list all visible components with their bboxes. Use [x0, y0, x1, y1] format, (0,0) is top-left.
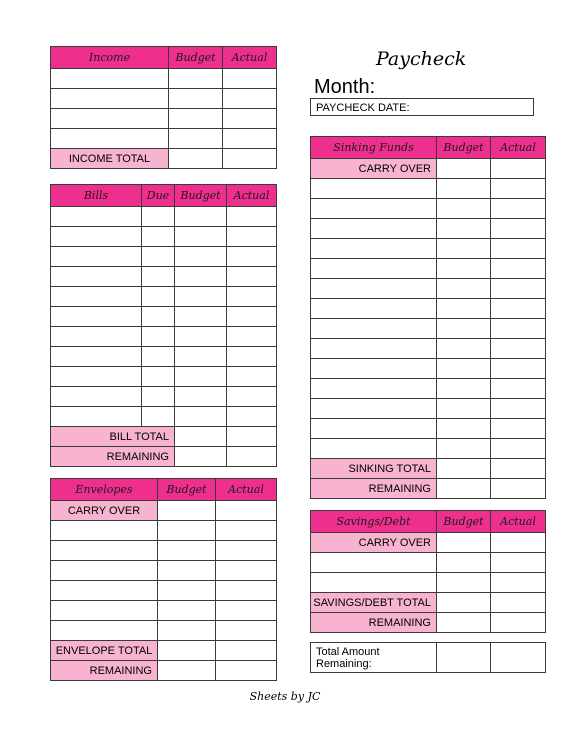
savings-actual-header: Actual [491, 511, 546, 533]
bills-table [50, 184, 277, 467]
bill-total-label: BILL TOTAL [51, 427, 175, 447]
bill-remaining-row[interactable] [51, 447, 277, 467]
envelope-row[interactable] [51, 561, 277, 581]
bills-title: Bills [51, 185, 142, 207]
income-budget-header: Budget [169, 47, 223, 69]
savings-total-row[interactable] [311, 593, 546, 613]
footer-credit: Sheets by JC [249, 690, 321, 703]
envelope-row[interactable] [51, 601, 277, 621]
envelope-row[interactable] [51, 521, 277, 541]
total-amount-table [310, 642, 546, 673]
envelope-row[interactable] [51, 581, 277, 601]
envelope-row[interactable] [51, 621, 277, 641]
sinking-carry-over-row[interactable] [311, 159, 546, 179]
envelopes-actual-header: Actual [216, 479, 277, 501]
bill-row[interactable] [51, 207, 277, 227]
savings-carry-over-row[interactable] [311, 533, 546, 553]
bill-row[interactable] [51, 407, 277, 427]
sinking-total-label: SINKING TOTAL [311, 459, 437, 479]
envelopes-budget-header: Budget [158, 479, 216, 501]
sinking-remaining-row[interactable] [311, 479, 546, 499]
sinking-row[interactable] [311, 179, 546, 199]
envelope-total-row[interactable] [51, 641, 277, 661]
savings-carry-over-label: CARRY OVER [311, 533, 437, 553]
bill-row[interactable] [51, 287, 277, 307]
bills-due-header: Due [142, 185, 175, 207]
envelope-remaining-label: REMAINING [51, 661, 158, 681]
sinking-row[interactable] [311, 279, 546, 299]
savings-remaining-label: REMAINING [311, 613, 437, 633]
sinking-actual-header: Actual [491, 137, 546, 159]
sinking-row[interactable] [311, 339, 546, 359]
envelope-row[interactable] [51, 541, 277, 561]
bill-row[interactable] [51, 267, 277, 287]
bill-row[interactable] [51, 227, 277, 247]
sinking-row[interactable] [311, 359, 546, 379]
income-total-label: INCOME TOTAL [51, 149, 169, 169]
income-table [50, 46, 277, 169]
income-total-row[interactable] [51, 149, 277, 169]
sinking-row[interactable] [311, 319, 546, 339]
bill-row[interactable] [51, 247, 277, 267]
income-row[interactable] [51, 69, 277, 89]
income-row[interactable] [51, 109, 277, 129]
sinking-row[interactable] [311, 259, 546, 279]
bills-actual-header: Actual [227, 185, 277, 207]
envelope-total-label: ENVELOPE TOTAL [51, 641, 158, 661]
bill-row[interactable] [51, 367, 277, 387]
sinking-row[interactable] [311, 379, 546, 399]
sinking-carry-over-label: CARRY OVER [311, 159, 437, 179]
sinking-row[interactable] [311, 199, 546, 219]
income-title: Income [51, 47, 169, 69]
sinking-row[interactable] [311, 239, 546, 259]
sinking-remaining-label: REMAINING [311, 479, 437, 499]
income-actual-header: Actual [223, 47, 277, 69]
savings-debt-title: Savings/Debt [311, 511, 437, 533]
paycheck-date-field[interactable]: PAYCHECK DATE: [310, 98, 534, 116]
bill-remaining-label: REMAINING [51, 447, 175, 467]
sinking-row[interactable] [311, 219, 546, 239]
bill-row[interactable] [51, 387, 277, 407]
savings-row[interactable] [311, 573, 546, 593]
bill-row[interactable] [51, 347, 277, 367]
sinking-row[interactable] [311, 419, 546, 439]
sinking-funds-table [310, 136, 546, 499]
envelope-remaining-row[interactable] [51, 661, 277, 681]
savings-row[interactable] [311, 553, 546, 573]
envelopes-table [50, 478, 277, 681]
total-amount-remaining-label: Total Amount Remaining: [311, 643, 437, 673]
sinking-funds-title: Sinking Funds [311, 137, 437, 159]
sinking-row[interactable] [311, 299, 546, 319]
bills-budget-header: Budget [175, 185, 227, 207]
savings-debt-table [310, 510, 546, 633]
savings-remaining-row[interactable] [311, 613, 546, 633]
envelope-carry-over-row[interactable] [51, 501, 277, 521]
month-label: Month: [314, 76, 376, 98]
sinking-row[interactable] [311, 399, 546, 419]
page-title: Paycheck [376, 48, 467, 70]
total-amount-row[interactable] [311, 643, 546, 673]
income-row[interactable] [51, 89, 277, 109]
sinking-total-row[interactable] [311, 459, 546, 479]
envelope-carry-over-label: CARRY OVER [51, 501, 158, 521]
savings-total-label: SAVINGS/DEBT TOTAL [311, 593, 437, 613]
bill-row[interactable] [51, 327, 277, 347]
savings-budget-header: Budget [437, 511, 491, 533]
bill-total-row[interactable] [51, 427, 277, 447]
envelopes-title: Envelopes [51, 479, 158, 501]
sinking-row[interactable] [311, 439, 546, 459]
sinking-budget-header: Budget [437, 137, 491, 159]
bill-row[interactable] [51, 307, 277, 327]
income-row[interactable] [51, 129, 277, 149]
